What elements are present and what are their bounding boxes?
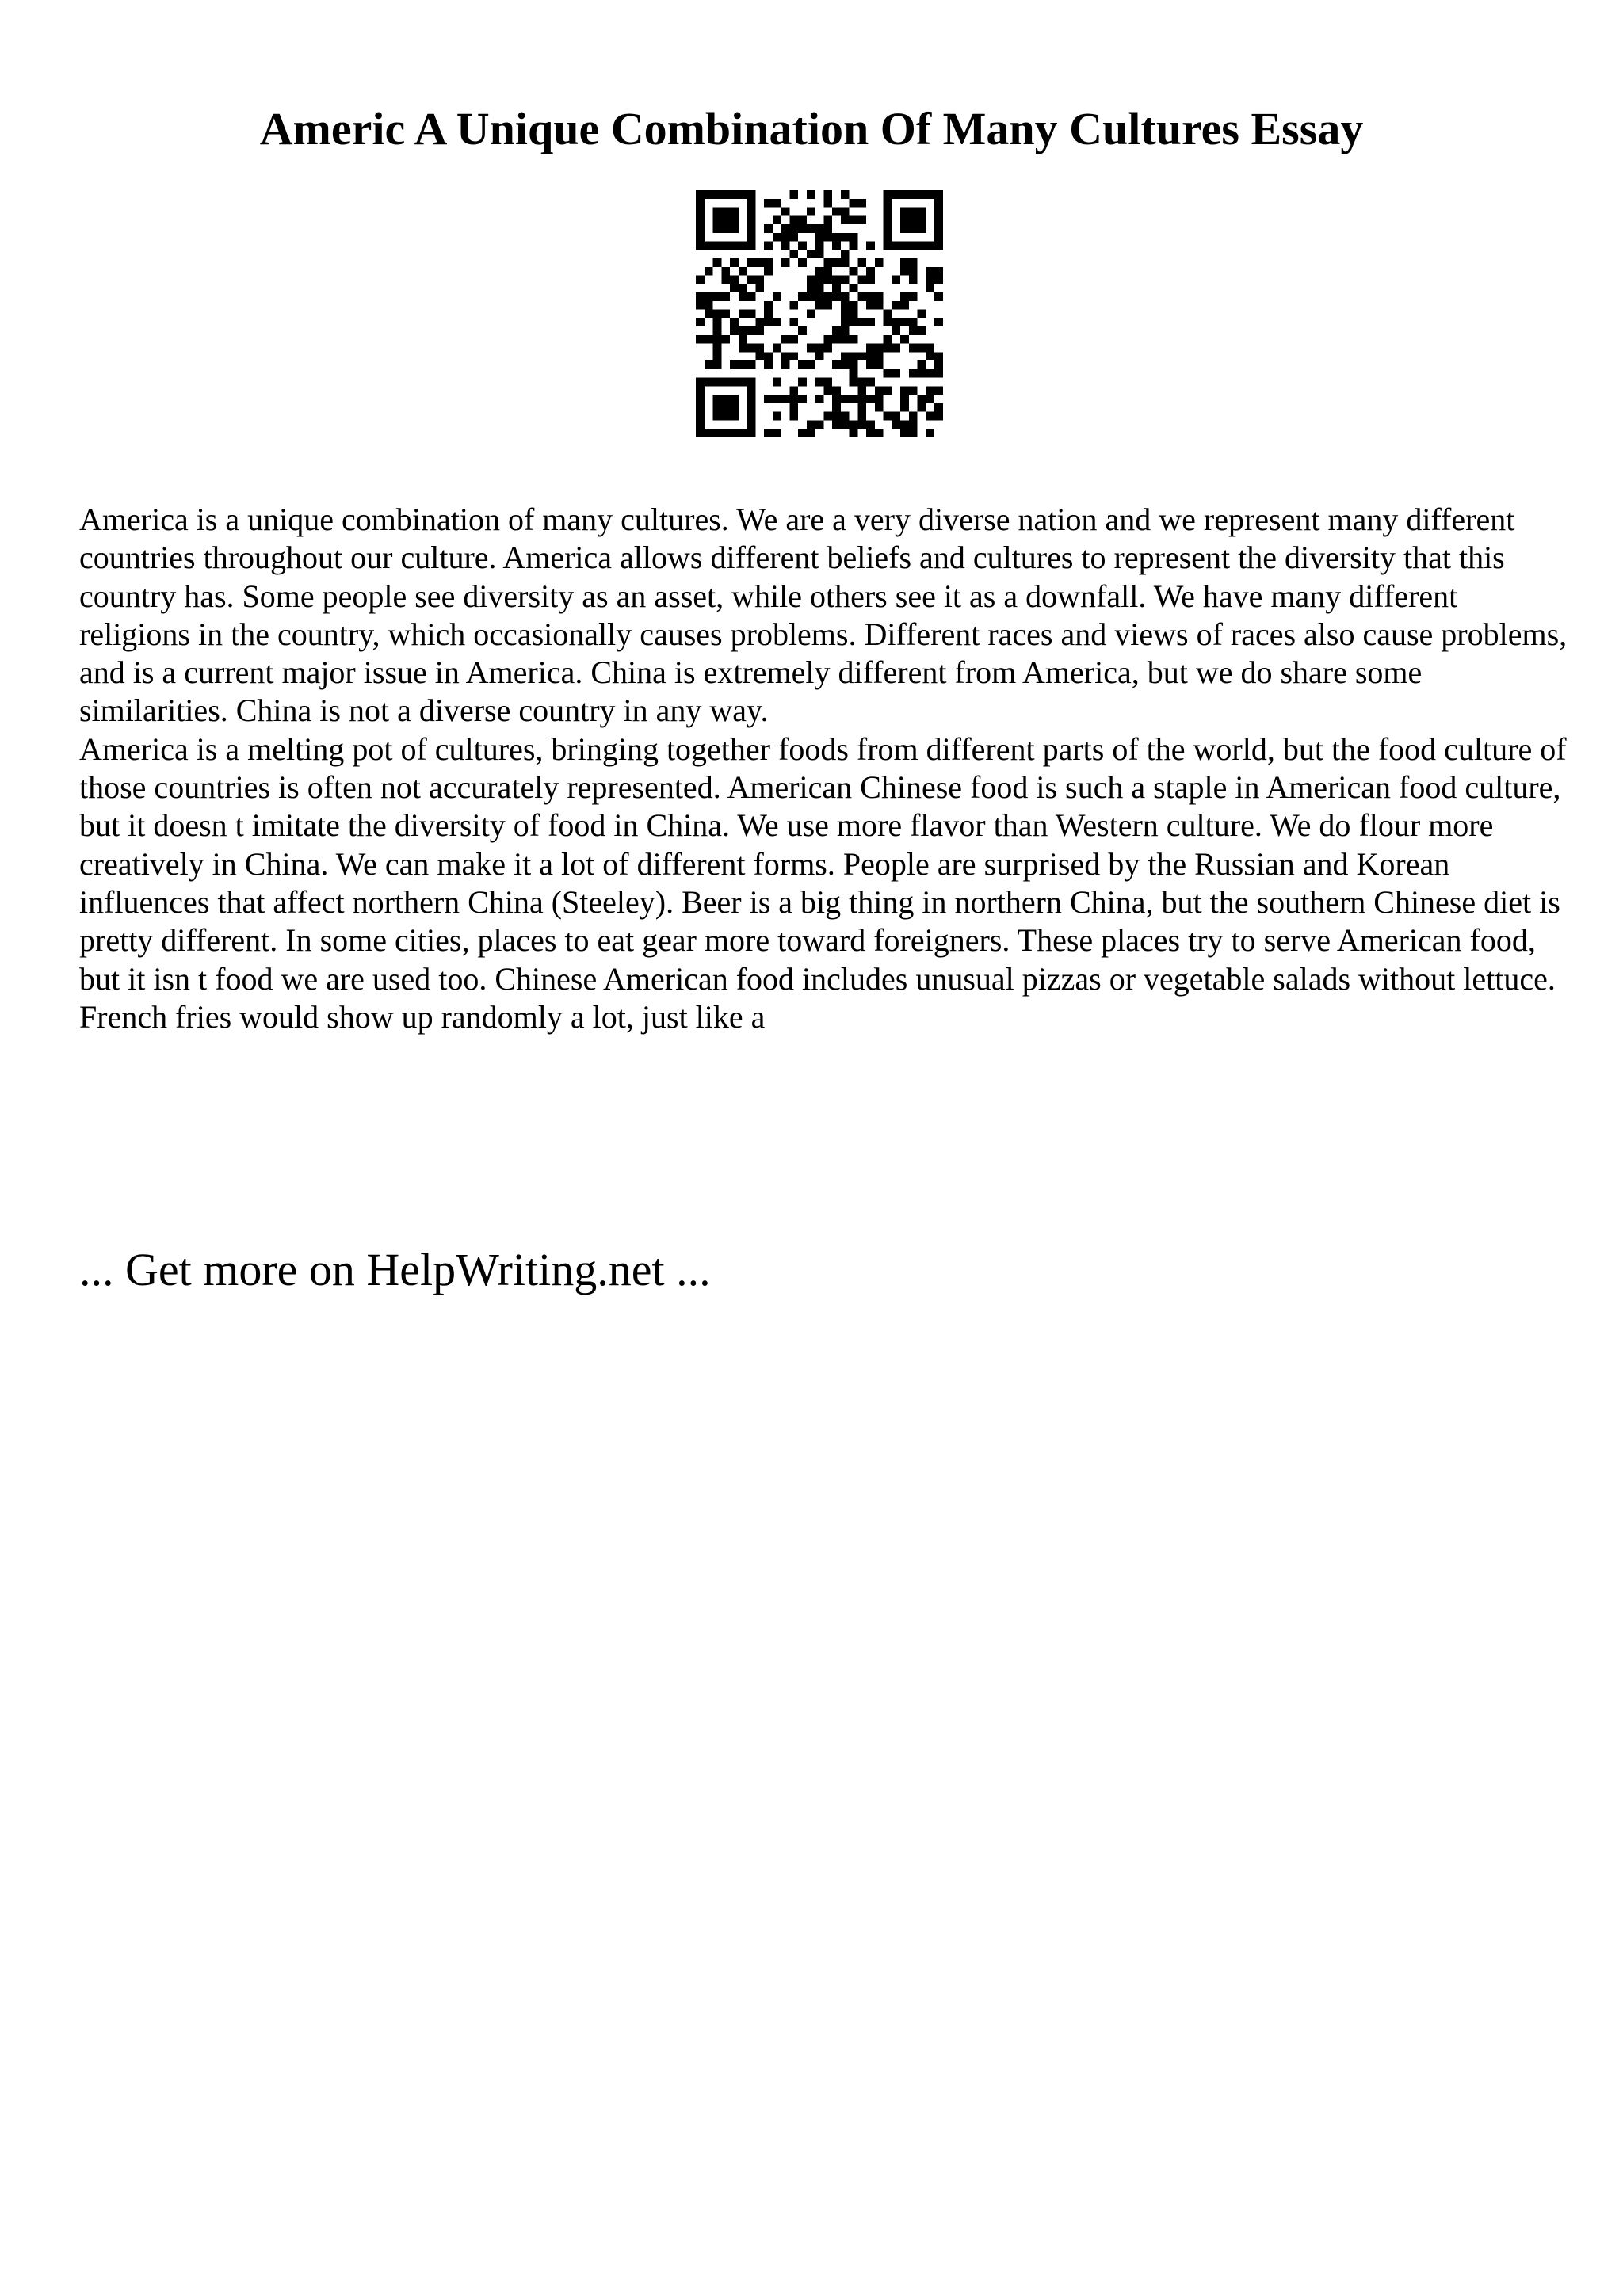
get-more-link[interactable]: ... Get more on HelpWriting.net ... [79,1244,711,1295]
essay-body [79,501,1569,1036]
essay-paragraph-1: America is a unique combination of many cultures. We are a very diverse nation and we represent many different countries throughout our culture. America allows different beliefs and cultures to represent the diversity that this country has. Some people see diversity as an asset, while others see it as a downfall. We have many different religions in the country, which occasionally causes problems. Different races and views of races also cause problems, and is a current major issue in America. China is extremely different from America, but we do share some similarities. China is not a diverse country in any way. [79,502,1568,729]
essay-paragraph-2: America is a melting pot of cultures, bringing together foods from different parts of the world, but the food culture of those countries is often not accurately represented. American Chinese food is such a staple in American food culture, but it doesn t imitate the diversity of food in China. We use more flavor than Western culture. We do flour more creatively in China. We can make it a lot of different forms. People are surprised by the Russian and Korean influences that affect northern China (Steeley). Beer is a big thing in northern China, but the southern Chinese diet is pretty different. In some cities, places to eat gear more toward foreigners. These places try to serve American food, but it isn t food we are used too. Chinese American food includes unusual pizzas or vegetable salads without lettuce. French fries would show up randomly a lot, just like a [79,730,1567,1035]
document-title: Americ A Unique Combination Of Many Cultures Essay [259,103,1364,154]
qr-code-icon [696,190,943,437]
